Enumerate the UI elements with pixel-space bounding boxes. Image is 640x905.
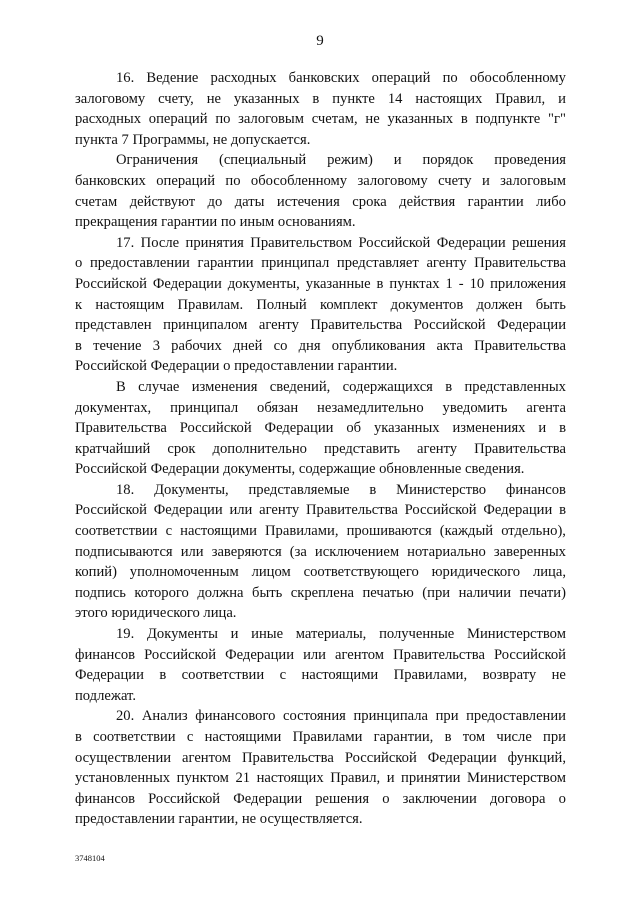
line-text: предоставлении гарантии, не осуществляется.: [75, 811, 363, 828]
word: представляемые: [248, 481, 350, 498]
word: 20.: [116, 708, 135, 725]
word: Документы: [146, 626, 218, 643]
word: лица,: [532, 564, 566, 581]
word: осуществлении: [75, 749, 172, 766]
word: опубликования: [331, 337, 426, 354]
word: при: [543, 729, 566, 745]
word: о: [382, 790, 390, 807]
word: и: [481, 172, 490, 189]
word: в: [159, 667, 167, 684]
word: (специальный: [218, 152, 307, 169]
word: Правительства: [310, 317, 403, 334]
word: Правительства: [474, 337, 566, 354]
word: с: [165, 523, 173, 540]
word: изменения: [191, 378, 258, 395]
word: Российской: [75, 275, 147, 292]
word: Федерации: [427, 749, 497, 766]
word: при: [435, 708, 459, 725]
word: указанных: [233, 90, 300, 107]
word: Российской: [179, 420, 252, 437]
line-text: Российской Федерации о предоставлении гарантии.: [75, 358, 398, 375]
word: печатью: [362, 584, 414, 601]
word: дополнительно: [212, 440, 307, 457]
word: заверенных: [493, 543, 566, 560]
word: Правительства: [305, 502, 398, 519]
word: которого: [134, 584, 189, 601]
word: Российской: [494, 646, 566, 663]
word: в: [445, 378, 453, 395]
word: 10: [469, 275, 485, 292]
word: (за: [289, 543, 307, 560]
word: том: [462, 729, 486, 745]
word: принятии: [401, 770, 461, 787]
word: соответствии: [93, 729, 176, 745]
word: в: [460, 111, 468, 128]
word: предоставлении: [89, 255, 190, 272]
text-line: [75, 562, 566, 583]
word: должен: [476, 296, 523, 313]
word: в: [559, 502, 566, 519]
word: уполномоченным: [129, 564, 239, 581]
word: подпункте: [475, 111, 541, 128]
word: обязан: [257, 399, 299, 416]
word: документов: [390, 296, 464, 313]
word: случае: [138, 378, 180, 395]
word: состояния: [283, 708, 346, 725]
text-line: [75, 274, 566, 295]
word: счетам,: [311, 111, 358, 128]
word: срока: [352, 193, 387, 210]
word: пунктом: [176, 770, 229, 787]
word: 19.: [116, 626, 135, 643]
word: операций: [148, 111, 208, 128]
word: Министерством: [467, 770, 566, 787]
text-line: [75, 809, 566, 830]
word: содержащихся: [342, 378, 433, 395]
word: функций,: [507, 749, 566, 766]
word: в: [376, 275, 384, 292]
word: Правительством: [250, 234, 353, 251]
word: 14: [387, 90, 403, 107]
word: банковских: [288, 70, 360, 86]
word: нотариально: [407, 543, 486, 560]
word: соответствии: [75, 523, 158, 540]
word: принципал: [170, 399, 239, 416]
text-line: [75, 789, 566, 810]
word: и: [538, 420, 547, 437]
word: представляет: [336, 255, 419, 272]
word: агенту: [426, 255, 467, 272]
word: расходных: [210, 70, 277, 86]
word: принятия: [185, 234, 244, 251]
word: Российской: [413, 317, 486, 334]
text-line: [75, 336, 566, 357]
document-code: 3748104: [75, 853, 105, 863]
word: до: [207, 193, 223, 210]
word: либо: [536, 193, 566, 210]
word: (при: [422, 584, 451, 601]
text-line: [75, 521, 566, 542]
word: о: [558, 790, 566, 807]
word: иные: [251, 626, 284, 643]
word: настоящим: [95, 296, 165, 313]
word: течение: [93, 337, 142, 354]
document-body: [75, 68, 566, 830]
word: дней: [232, 337, 263, 354]
word: обособленному: [250, 172, 348, 189]
text-line: [75, 603, 566, 624]
line-text: этого юридического лица.: [75, 605, 237, 622]
word: приложения: [490, 275, 566, 292]
word: агенту: [417, 440, 458, 457]
word: операций: [156, 172, 216, 189]
word: Российской: [75, 502, 147, 519]
word: документы,: [227, 275, 300, 292]
word: быть: [252, 584, 283, 601]
text-line: [116, 624, 566, 645]
word: договора: [489, 790, 546, 807]
word: Российской: [144, 646, 217, 663]
word: предоставлении: [466, 708, 566, 725]
word: быть: [535, 296, 566, 313]
word: возврату: [482, 667, 537, 684]
text-line: [75, 459, 566, 480]
word: уведомить: [442, 399, 508, 416]
word: в: [369, 481, 377, 498]
word: Российской: [404, 502, 477, 519]
word: Правилами,: [265, 523, 339, 540]
word: залоговому: [357, 172, 428, 189]
word: по: [225, 172, 241, 189]
word: изменениях: [452, 420, 526, 437]
word: залоговому: [75, 90, 146, 107]
word: Правилам.: [177, 296, 244, 313]
text-line: [75, 583, 566, 604]
word: 17.: [116, 234, 135, 251]
word: скреплена: [290, 584, 354, 601]
word: в: [75, 729, 82, 745]
word: финансового: [195, 708, 276, 725]
word: Российской: [344, 749, 417, 766]
text-line: [75, 500, 566, 521]
word: Федерации: [436, 234, 506, 251]
word: гарантии,: [373, 729, 434, 745]
word: соответствующего: [303, 564, 419, 581]
word: решения: [315, 790, 370, 807]
word: Федерации: [264, 420, 334, 437]
text-line: [75, 439, 566, 460]
text-line: [75, 295, 566, 316]
word: принципал: [261, 255, 330, 272]
text-line: [75, 418, 566, 439]
word: В: [116, 378, 126, 395]
word: Правилами,: [393, 667, 468, 684]
word: счетам: [75, 193, 118, 210]
word: -: [458, 275, 464, 292]
word: комплект: [319, 296, 378, 313]
word: исключением: [314, 543, 400, 560]
word: Правительства: [393, 646, 485, 663]
word: заверяются: [211, 543, 282, 560]
word: гарантии: [197, 255, 254, 272]
word: в: [559, 420, 566, 437]
word: Министерство: [396, 481, 487, 498]
word: Полный: [256, 296, 307, 313]
word: подпись: [75, 584, 126, 601]
word: принципала: [353, 708, 428, 725]
text-line: [75, 212, 566, 233]
word: юридического: [431, 564, 521, 581]
word: представить: [323, 440, 401, 457]
line-text: Российской Федерации документы, содержащие обновленные сведения.: [75, 461, 525, 478]
text-line: [75, 727, 566, 748]
word: со: [273, 337, 288, 354]
line-text: подлежат.: [75, 687, 136, 704]
word: числе: [496, 729, 532, 745]
text-line: [116, 68, 566, 89]
word: Российской: [358, 234, 431, 251]
word: агентом: [182, 749, 232, 766]
word: действуют: [129, 193, 196, 210]
word: Правительства: [474, 440, 566, 457]
word: к: [75, 296, 83, 313]
word: по: [442, 70, 458, 86]
word: в: [444, 729, 452, 745]
text-line: [75, 768, 566, 789]
text-line: [75, 356, 566, 377]
word: счету,: [158, 90, 194, 107]
word: Федерации: [233, 790, 303, 807]
word: не: [365, 111, 380, 128]
word: Правил,: [495, 90, 546, 107]
word: Российской: [148, 790, 221, 807]
word: агента: [526, 399, 566, 416]
word: незамедлительно: [317, 399, 424, 416]
text-line: [75, 398, 566, 419]
word: лицом: [251, 564, 291, 581]
word: дня: [298, 337, 321, 354]
text-line: [75, 315, 566, 336]
word: не: [206, 90, 221, 107]
word: расходных: [75, 111, 142, 128]
word: финансов: [75, 646, 136, 663]
word: отдельно),: [501, 523, 566, 540]
word: указанных: [387, 111, 454, 128]
word: обособленному: [469, 70, 566, 86]
word: Анализ: [141, 708, 188, 725]
word: срок: [167, 440, 196, 457]
word: заключении: [402, 790, 477, 807]
word: копий): [75, 564, 117, 581]
line-text: прекращения гарантии по иным основаниям.: [75, 214, 356, 231]
text-line: [116, 233, 566, 254]
word: банковских: [75, 172, 146, 189]
word: настоящих: [256, 770, 324, 787]
word: и: [558, 90, 566, 107]
word: действия: [399, 193, 456, 210]
word: указанные: [305, 275, 371, 292]
word: Федерации: [75, 667, 144, 684]
word: решения: [512, 234, 566, 251]
word: пунктах: [389, 275, 440, 292]
word: 18.: [116, 481, 135, 498]
word: печати): [519, 584, 566, 601]
word: 21: [235, 770, 251, 787]
word: с: [186, 729, 194, 745]
word: агентом: [335, 646, 385, 663]
word: Правительства: [474, 255, 566, 272]
text-line: [75, 192, 566, 213]
word: Федерации: [497, 317, 566, 334]
word: настоящими: [180, 523, 257, 540]
word: порядок: [422, 152, 474, 169]
word: установленных: [75, 770, 171, 787]
word: настоящих: [415, 90, 483, 107]
word: финансов: [75, 790, 136, 807]
word: и: [230, 626, 239, 643]
word: залоговым: [500, 172, 566, 189]
word: Федерации: [153, 502, 223, 519]
word: залоговым: [238, 111, 304, 128]
word: или: [229, 502, 253, 519]
word: с: [279, 667, 287, 684]
word: 16.: [116, 70, 135, 86]
word: Правительства: [75, 420, 167, 437]
word: Правил,: [330, 770, 381, 787]
word: наличии: [458, 584, 512, 601]
text-line: [75, 748, 566, 769]
word: об: [346, 420, 362, 437]
text-line: [75, 686, 566, 707]
word: кратчайший: [75, 440, 151, 457]
word: Министерством: [467, 626, 566, 643]
text-line: [75, 645, 566, 666]
word: истечения: [276, 193, 340, 210]
text-line: [75, 665, 566, 686]
word: и: [393, 152, 402, 169]
word: гарантии: [467, 193, 524, 210]
word: соответствии: [181, 667, 265, 684]
text-line: [75, 171, 566, 192]
word: пункте: [332, 90, 375, 107]
word: в: [75, 337, 82, 354]
text-line: [116, 377, 566, 398]
word: о: [75, 255, 83, 272]
word: Федерации: [152, 275, 222, 292]
word: подписываются: [75, 543, 173, 560]
word: проведения: [494, 152, 566, 169]
word: Федерации: [225, 646, 294, 663]
word: или: [303, 646, 326, 663]
word: указанных: [373, 420, 440, 437]
word: После: [140, 234, 180, 251]
word: Документы,: [154, 481, 229, 498]
word: в: [312, 90, 320, 107]
word: операций: [371, 70, 431, 86]
word: по: [215, 111, 231, 128]
word: 1: [445, 275, 453, 292]
word: материалы,: [295, 626, 367, 643]
word: и: [386, 770, 395, 787]
word: "г": [548, 111, 566, 128]
word: представлен: [75, 317, 152, 334]
word: агенту: [259, 502, 300, 519]
word: даты: [234, 193, 265, 210]
word: акта: [436, 337, 463, 354]
word: Федерации: [483, 502, 553, 519]
word: (каждый: [439, 523, 494, 540]
line-text: пункта 7 Программы, не допускается.: [75, 131, 311, 148]
word: рабочих: [171, 337, 222, 354]
text-line: [75, 130, 566, 151]
text-line: [116, 480, 566, 501]
text-line: [75, 89, 566, 110]
word: счету: [438, 172, 472, 189]
word: Ограничения: [116, 152, 199, 169]
word: режим): [327, 152, 373, 169]
word: 3: [152, 337, 160, 354]
text-line: [75, 109, 566, 130]
word: прошиваются: [346, 523, 432, 540]
word: не: [551, 667, 566, 684]
word: настоящими: [204, 729, 282, 745]
text-line: [116, 150, 566, 171]
word: полученные: [379, 626, 455, 643]
word: агенту: [258, 317, 299, 334]
text-line: [75, 542, 566, 563]
text-line: [116, 706, 566, 727]
word: настоящими: [301, 667, 379, 684]
word: должна: [197, 584, 244, 601]
text-line: [75, 253, 566, 274]
word: финансов: [505, 481, 566, 498]
word: документах,: [75, 399, 152, 416]
word: принципалом: [163, 317, 248, 334]
word: сведений,: [269, 378, 331, 395]
word: или: [180, 543, 204, 560]
word: Правилами: [292, 729, 363, 745]
word: представленных: [464, 378, 566, 395]
word: Ведение: [146, 70, 199, 86]
page-number: 9: [316, 33, 324, 49]
word: Правительства: [242, 749, 334, 766]
